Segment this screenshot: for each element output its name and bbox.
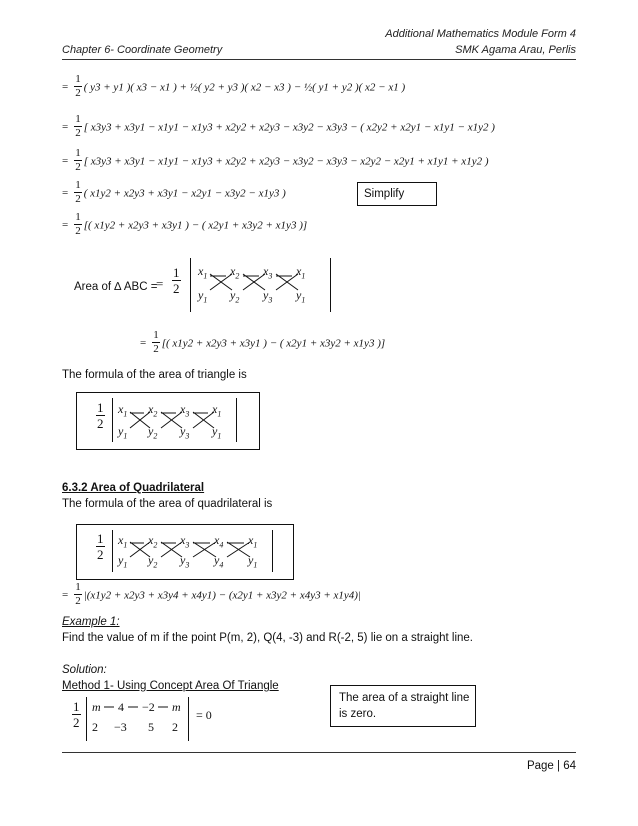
det-x2: $x_2$ <box>230 264 240 281</box>
tri-x1: $x_1$ <box>118 402 128 419</box>
tri-y2: $y_2$ <box>148 424 158 441</box>
quadrilateral-intro: The formula of the area of quadrilateral is <box>62 498 273 510</box>
equals-sign: = <box>156 276 164 291</box>
ex-top-0: m <box>92 700 101 714</box>
quad-x1: $x_1$ <box>118 533 128 550</box>
ex-bot-2: 5 <box>148 720 154 734</box>
straight-line-note: The area of a straight line is zero. <box>330 685 476 727</box>
quad-y4: $y_4$ <box>214 553 224 570</box>
tri-y1-end: $y_1$ <box>212 424 222 441</box>
quad-x3: $x_3$ <box>180 533 190 550</box>
derivation-line-1: = $\frac{1}{2}$ ( y3 + y1 )( x3 − x1 ) + ½( y2 + y3 )( x2 − x3 ) − ½( y1 + y2 )( x2 − x1 ) <box>62 73 406 99</box>
ex-bot-1: −3 <box>114 720 127 734</box>
quad-x1-end: $x_1$ <box>248 533 258 550</box>
derivation-line-3: = $\frac{1}{2}$ [ x3y3 + x3y1 − x1y1 − x1y3 + x2y2 + x2y3 − x3y2 − x3y3 − x2y2 − x2y1 + x1y1 + x1y2 ) <box>62 147 489 173</box>
det-y1-end: $y_1$ <box>296 288 306 305</box>
triangle-formula-half: $\frac{1}{2}$ <box>97 400 104 431</box>
quadrilateral-heading: 6.3.2 Area of Quadrilateral <box>62 482 205 494</box>
derivation-line-5: = $\frac{1}{2}$ [( x1y2 + x2y3 + x3y1 ) − ( x2y1 + x3y2 + x1y3 )] <box>62 211 308 237</box>
footer-rule <box>62 752 576 753</box>
tri-y3: $y_3$ <box>180 424 190 441</box>
quad-y3: $y_3$ <box>180 553 190 570</box>
det-y2: $y_2$ <box>230 288 240 305</box>
example-question: Find the value of m if the point P(m, 2), Q(4, -3) and R(-2, 5) lie on a straight line. <box>62 632 473 644</box>
triangle-formula-text: The formula of the area of triangle is <box>62 369 247 381</box>
tri-x2: $x_2$ <box>148 402 158 419</box>
simplify-note: Simplify <box>357 182 437 206</box>
det-y3: $y_3$ <box>263 288 273 305</box>
ex-top-2: −2 <box>142 700 155 714</box>
ex-top-1: 4 <box>118 700 124 714</box>
example-equals-zero: = 0 <box>196 708 212 722</box>
quad-y1-end: $y_1$ <box>248 553 258 570</box>
example-title: Example 1: <box>62 616 120 628</box>
ex-bot-0: 2 <box>92 720 98 734</box>
ex-bot-3: 2 <box>172 720 178 734</box>
det-x1: $x_1$ <box>198 264 208 281</box>
det-y1: $y_1$ <box>198 288 208 305</box>
triangle-expansion: = $\frac{1}{2}$ [( x1y2 + x2y3 + x3y1 ) − ( x2y1 + x3y2 + x1y3 )] <box>140 329 386 355</box>
quad-x2: $x_2$ <box>148 533 158 550</box>
ex-top-3: m <box>172 700 181 714</box>
tri-y1: $y_1$ <box>118 424 128 441</box>
det-x3: $x_3$ <box>263 264 273 281</box>
solution-label: Solution: <box>62 664 107 676</box>
page-number: Page | 64 <box>526 760 576 772</box>
example-half: $\frac{1}{2}$ <box>73 699 80 730</box>
module-title: Additional Mathematics Module Form 4 <box>385 28 576 40</box>
derivation-line-4: = $\frac{1}{2}$ ( x1y2 + x2y3 + x3y1 − x2y1 − x3y2 − x1y3 ) <box>62 179 286 205</box>
derivation-line-2: = $\frac{1}{2}$ [ x3y3 + x3y1 − x1y1 − x1y3 + x2y2 + x2y3 − x3y2 − x3y3 − ( x2y2 + x2y1 − x1y1 − x1y2 ) <box>62 113 495 139</box>
quad-x4: $x_4$ <box>214 533 224 550</box>
quadrilateral-expansion: = $\frac{1}{2}$ |(x1y2 + x2y3 + x3y4 + x4y1) − (x2y1 + x3y2 + x4y3 + x1y4)| <box>62 581 361 607</box>
school-name: SMK Agama Arau, Perlis <box>455 44 576 56</box>
tri-x1-end: $x_1$ <box>212 402 222 419</box>
quad-formula-half: $\frac{1}{2}$ <box>97 531 104 562</box>
det-x1-end: $x_1$ <box>296 264 306 281</box>
tri-x3: $x_3$ <box>180 402 190 419</box>
quad-y1: $y_1$ <box>118 553 128 570</box>
triangle-half-fraction: $\frac{1}{2}$ <box>173 265 180 296</box>
method-label: Method 1- Using Concept Area Of Triangle <box>62 680 279 692</box>
quad-y2: $y_2$ <box>148 553 158 570</box>
area-triangle-label: Area of ∆ ABC = <box>74 281 158 293</box>
chapter-title: Chapter 6- Coordinate Geometry <box>62 44 223 56</box>
